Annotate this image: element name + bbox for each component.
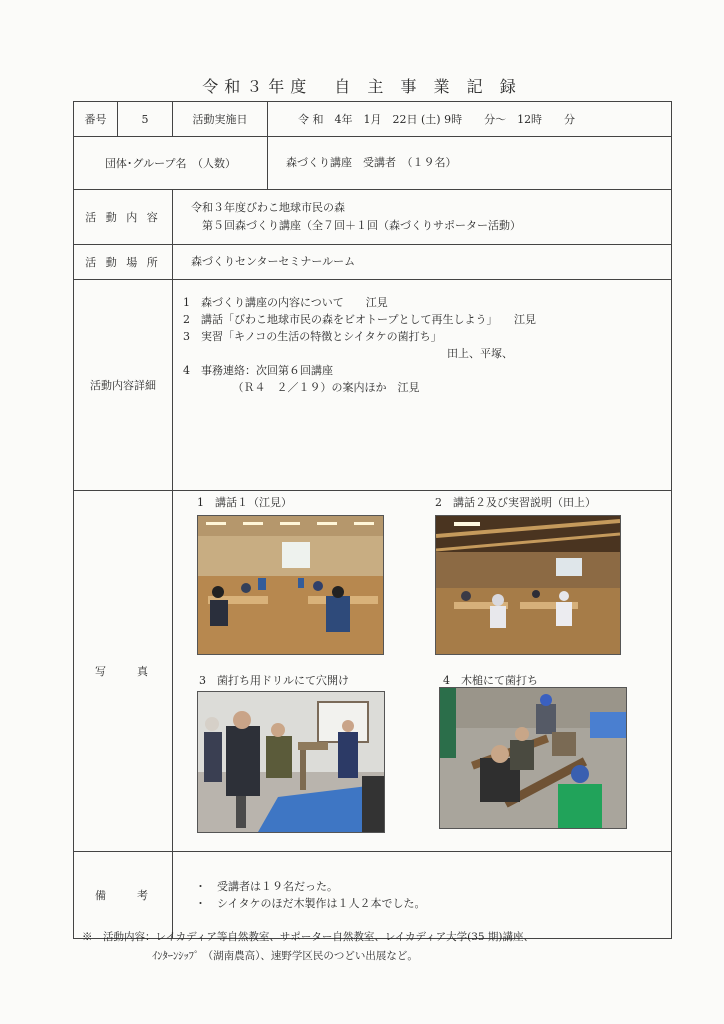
note-item: ・ シイタケのほだ木製作は１人２本でした。 (195, 897, 426, 910)
footer-line-2: ｲﾝﾀｰﾝｼｯﾌﾟ （湖南農高）、速野学区民のつどい出展など。 (152, 950, 418, 962)
detail-label: 活動内容詳細 (74, 280, 173, 491)
place-value: 森づくりセンターセミナールーム (173, 245, 672, 280)
photo-caption-4: 4 木槌にて菌打ち (443, 674, 538, 687)
row-detail (74, 280, 672, 491)
content-line: 第５回森づくり講座（全７回＋１回（森づくりサポーター活動） (191, 219, 521, 232)
photo-area (173, 491, 672, 852)
footer-note (82, 928, 534, 966)
record-table (73, 101, 672, 939)
detail-item: 田上、平塚、 (183, 347, 513, 360)
notes-label: 備 考 (74, 852, 173, 939)
photo-drilling (197, 691, 385, 833)
row-place (74, 245, 672, 280)
date-label: 活動実施日 (173, 102, 268, 137)
row-photos (74, 491, 672, 852)
detail-item: （Ｒ４ ２／１９）の案内ほか 江見 (183, 381, 420, 394)
note-item: ・ 受講者は１９名だった。 (195, 880, 338, 893)
content-label: 活 動 内 容 (74, 190, 173, 245)
photo-lecture-1 (197, 515, 384, 655)
row-group (74, 137, 672, 190)
group-label: 団体･グループ名 （人数） (74, 137, 268, 190)
content-line: 令和３年度びわこ地球市民の森 (191, 201, 345, 214)
detail-item: 3 実習「キノコの生活の特徴とシイタケの菌打ち」 (183, 330, 442, 343)
number-value: 5 (118, 102, 173, 137)
photo-caption-1: 1 講話１（江見） (197, 496, 292, 509)
detail-item: 4 事務連絡：次回第６回講座 (183, 364, 333, 377)
photo-label: 写 真 (74, 491, 173, 852)
notes-value (173, 852, 672, 939)
row-content (74, 190, 672, 245)
group-value: 森づくり講座 受講者 （１９名） (268, 137, 672, 190)
row-number-date (74, 102, 672, 137)
photo-lecture-2 (435, 515, 621, 655)
place-label: 活 動 場 所 (74, 245, 173, 280)
footer-line-1: ※ 活動内容：レイカディア等自然教室、サポーター自然教室、レイカディア大学(35 期)講座、 (82, 931, 535, 943)
detail-value (173, 280, 672, 491)
photo-caption-2: 2 講話２及び実習説明（田上） (435, 496, 596, 509)
detail-item: 1 森づくり講座の内容について 江見 (183, 296, 388, 309)
content-value (173, 190, 672, 245)
date-value: 令 和 4年 1月 22日 (土) 9時 分～ 12時 分 (268, 102, 672, 137)
photo-mallet (439, 687, 627, 829)
number-label: 番号 (74, 102, 118, 137)
photo-caption-3: 3 菌打ち用ドリルにて穴開け (199, 674, 349, 687)
row-notes (74, 852, 672, 939)
page-title: 令和３年度 自 主 事 業 記 録 (202, 77, 522, 96)
detail-item: 2 講話「びわこ地球市民の森をビオトープとして再生しよう」 江見 (183, 313, 536, 326)
